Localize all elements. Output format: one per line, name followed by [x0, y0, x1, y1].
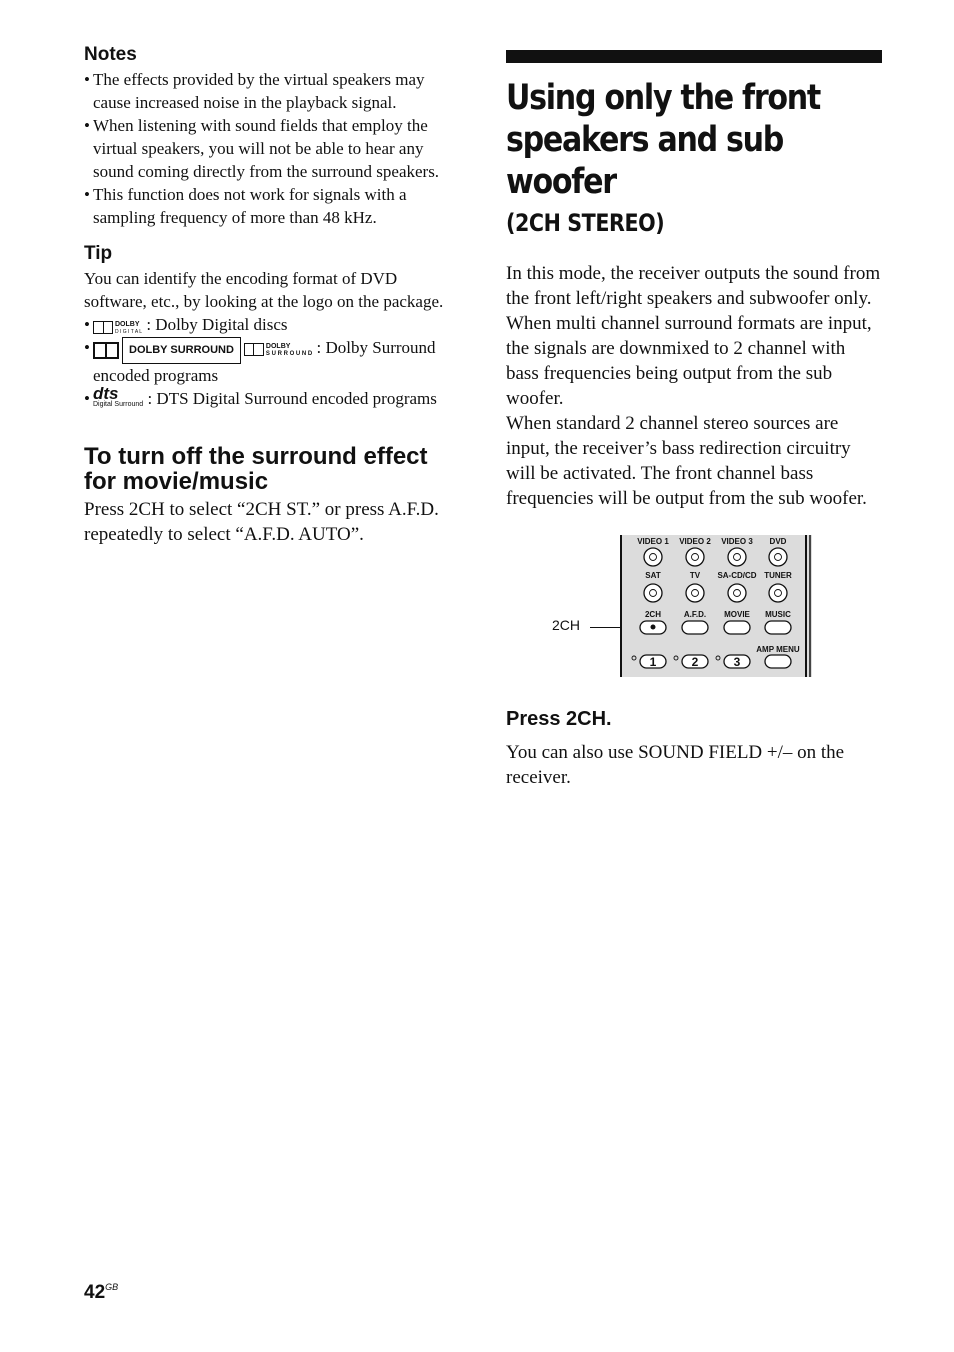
remote-label-sat: SAT: [645, 571, 661, 580]
turn-off-heading: To turn off the surround effect for movie/music: [84, 443, 428, 495]
paragraph: When multi channel surround formats are input, the signals are downmixed to 2 channel with bass frequencies being output from the sub woofer.: [506, 313, 872, 409]
paragraph: In this mode, the receiver outputs the sound from the front left/right speakers and subwoofer only.: [506, 263, 881, 309]
remote-label-video1: VIDEO 1: [637, 537, 669, 546]
remote-label-tuner: TUNER: [764, 571, 792, 580]
remote-label-amp-menu: AMP MENU: [756, 645, 800, 654]
list-item: • The effects provided by the virtual speakers may cause increased noise in the playback signal.: [84, 70, 425, 112]
press-text: You can also use SOUND FIELD +/– on the receiver.: [506, 742, 845, 788]
remote-label-movie: MOVIE: [724, 610, 750, 619]
turn-off-text: Press 2CH to select “2CH ST.” or press A.F.D. repeatedly to select “A.F.D. AUTO”.: [84, 499, 439, 545]
remote-button-dvd: [769, 548, 787, 566]
remote-button-movie: [724, 621, 750, 634]
remote-control-illustration: [620, 535, 812, 677]
press-heading: Press 2CH.: [506, 708, 612, 730]
remote-button-sat: [644, 584, 662, 602]
dts-digital-surround-logo-icon: dts Digital Surround: [93, 384, 144, 408]
tip-text: You can identify the encoding format of DVD software, etc., by looking at the logo on the package.: [84, 269, 444, 311]
remote-label-video3: VIDEO 3: [721, 537, 753, 546]
tip-heading: Tip: [84, 243, 113, 264]
remote-button-music: [765, 621, 791, 634]
remote-button-tuner: [769, 584, 787, 602]
list-item: • This function does not work for signals with a sampling frequency of more than 48 kHz.: [84, 185, 407, 227]
page-number: $42^{GB}$: [84, 1282, 119, 1303]
remote-button-sacd: [728, 584, 746, 602]
dolby-surround-logo-icon: DOLBY SURROUND DOLBY S U R R O U N D: [93, 337, 312, 364]
remote-number-2: 2: [691, 655, 699, 669]
remote-label-dvd: DVD: [769, 537, 787, 546]
press-section: [506, 708, 882, 790]
remote-label-tv: TV: [689, 571, 701, 580]
list-item: • DOLBY SURROUND DOLBY S U R R O U N D : Dolby Surround encoded programs: [84, 338, 436, 385]
remote-label-sacd: SA-CD/CD: [717, 571, 757, 580]
remote-button-amp-menu: [765, 655, 791, 668]
page-title: Using only the front speakers and sub woofer: [506, 78, 821, 202]
remote-callout-label: 2CH: [552, 617, 581, 633]
right-column: [506, 50, 882, 511]
left-column: [84, 44, 464, 547]
remote-label-2ch: 2CH: [644, 610, 662, 619]
remote-number-1: 1: [649, 655, 657, 669]
list-item: • dts Digital Surround : DTS Digital Surround encoded programs: [84, 384, 437, 408]
remote-button-video3: [728, 548, 746, 566]
remote-number-3: 3: [733, 655, 741, 669]
remote-button-tv: [686, 584, 704, 602]
paragraph: When standard 2 channel stereo sources are input, the receiver’s bass redirection circuitry will be activated. The front channel bass frequencies will be output from the sub woofer.: [506, 413, 867, 509]
notes-list: [84, 68, 464, 229]
remote-label-music: MUSIC: [765, 610, 791, 619]
remote-label-video2: VIDEO 2: [679, 537, 711, 546]
main-body: [506, 261, 882, 511]
dolby-digital-logo-icon: DOLBY D I G I T A L: [93, 321, 142, 336]
remote-label-afd: A.F.D.: [683, 610, 707, 619]
list-item: • DOLBY D I G I T A L : Dolby Digital discs: [84, 315, 288, 335]
title-rule: [506, 50, 882, 63]
list-item: • When listening with sound fields that employ the virtual speakers, you will not be able to hear any sound coming directly from the surround speakers.: [84, 116, 440, 181]
page-subtitle: (2CH STEREO): [506, 209, 665, 237]
remote-button-video1: [644, 548, 662, 566]
remote-button-afd: [682, 621, 708, 634]
notes-heading: Notes: [84, 44, 137, 65]
remote-button-video2: [686, 548, 704, 566]
